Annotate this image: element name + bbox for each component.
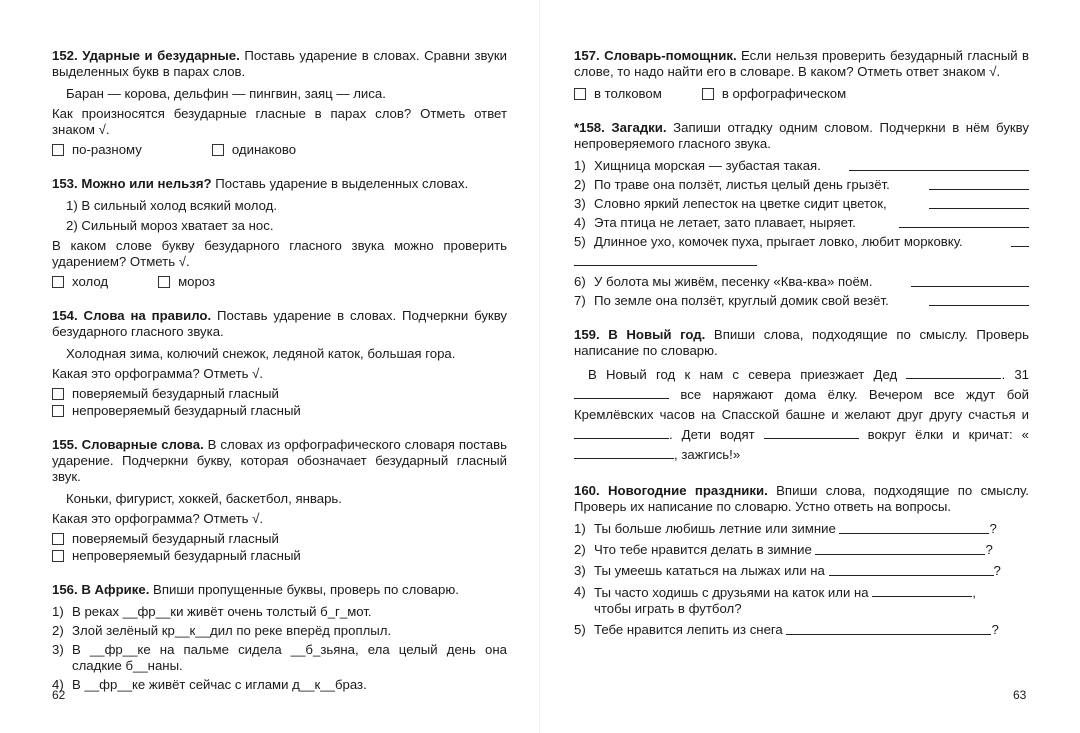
answer-option[interactable]: одинаково — [212, 142, 296, 158]
exercise-number: 157. — [574, 48, 600, 63]
answer-option[interactable]: непроверяемый безударный гласный — [52, 403, 507, 419]
exercise-number: *158. — [574, 120, 605, 135]
exercise-title: Ударные и безударные. — [82, 48, 240, 63]
list-item: 1) В реках __фр__ки живёт очень толстый б_г_мот. — [52, 604, 372, 619]
exercise-instruction: Запиши отгадку одним словом. Подчеркни в нём букву непроверяемого гласного звука. — [574, 120, 1029, 151]
answer-option[interactable]: холод — [52, 274, 108, 290]
question-item: 4) Ты часто ходишь с друзьями на каток или на , чтобы играть в футбол? — [574, 584, 976, 616]
riddle-item: 2) По траве она ползёт, листья целый день грызёт. — [574, 177, 1029, 193]
exercise-question: Какая это орфограмма? Отметь √. — [52, 511, 264, 526]
sentence: 1) В сильный холод всякий молод. — [66, 198, 278, 213]
exercise-number: 159. — [574, 327, 600, 342]
fill-in-text: В Новый год к нам с севера приезжает Дед . 31 все наряжают дома ёлку. Вечером все ждут бой Кремлёвских часов на Спасской башне и желают друг другу счастья и . Дети водят вокруг ёлки и кричат: «, зажгись!» — [574, 367, 1030, 462]
answer-line[interactable] — [1011, 234, 1029, 247]
exercise-question: Какая это орфограмма? Отметь √. — [52, 366, 264, 381]
exercise-158 — [574, 120, 1029, 309]
exercise-number: 160. — [574, 483, 600, 498]
exercise-title: Словарные слова. — [81, 437, 204, 452]
exercise-text: Коньки, фигурист, хоккей, баскетбол, январь. — [66, 491, 342, 506]
exercise-instruction: Впиши пропущенные буквы, проверь по словарю. — [153, 582, 459, 597]
answer-line[interactable] — [829, 563, 994, 576]
riddle-item: 4) Эта птица не летает, зато плавает, ныряет. — [574, 215, 1029, 231]
answer-line[interactable] — [929, 196, 1029, 209]
answer-line[interactable] — [786, 622, 991, 635]
exercise-instruction: Впиши слова, подходящие по смыслу. Проверь их написание по словарю. Устно ответь на вопросы. — [574, 483, 1029, 514]
right-column — [574, 48, 1029, 656]
question-item: 3) Ты умеешь кататься на лыжах или на ? — [574, 563, 1001, 578]
exercise-title: Можно или нельзя? — [81, 176, 212, 191]
exercise-159 — [574, 327, 1029, 465]
exercise-title: В Новый год. — [608, 327, 706, 342]
riddle-item: 1) Хищница морская — зубастая такая. — [574, 158, 1029, 174]
exercise-instruction: Поставь ударение в словах. Подчеркни букву безударного гласного звука. — [52, 308, 508, 339]
riddle-item: 7) По земле она ползёт, круглый домик свой везёт. — [574, 293, 1029, 309]
exercise-number: 154. — [52, 308, 78, 323]
exercise-question: Как произносятся безударные гласные в парах слов? Отметь ответ знаком √. — [52, 106, 507, 137]
riddle-item: 5) Длинное ухо, комочек пуха, прыгает ловко, любит морковку. — [574, 234, 1029, 250]
exercise-title: Слова на правило. — [83, 308, 212, 323]
answer-line[interactable] — [929, 177, 1029, 190]
exercise-157 — [574, 48, 1029, 102]
list-item: 3) В __фр__ке на пальме сидела __б_зьяна, ела целый день она сладкие б__наны. — [52, 642, 507, 673]
list-item: 4) В __фр__ке живёт сейчас с иглами д__к__браз. — [52, 677, 367, 692]
sentence: 2) Сильный мороз хватает за нос. — [66, 218, 274, 233]
exercise-text: Холодная зима, колючий снежок, ледяной каток, большая гора. — [66, 346, 456, 361]
exercise-instruction: Впиши слова, подходящие по смыслу. Проверь написание по словарю. — [574, 327, 1029, 358]
answer-option[interactable]: мороз — [158, 274, 215, 290]
exercise-160 — [574, 483, 1029, 638]
riddle-item: 3) Словно яркий лепесток на цветке сидит цветок, — [574, 196, 1029, 212]
exercise-instruction: Поставь ударение в выделенных словах. — [215, 176, 469, 191]
answer-line[interactable] — [849, 158, 1029, 171]
answer-line[interactable] — [764, 426, 859, 439]
exercise-instruction: В словах из орфографического словаря поставь ударение. Подчеркни букву, которая обозначает безударный гласный звук. — [52, 437, 507, 484]
exercise-title: Новогодние праздники. — [608, 483, 768, 498]
answer-line[interactable] — [574, 446, 674, 459]
checkbox[interactable] — [574, 88, 586, 100]
list-item: 2) Злой зелёный кр__к__дил по реке вперёд проплыл. — [52, 623, 392, 638]
exercise-number: 152. — [52, 48, 78, 63]
answer-line[interactable] — [815, 542, 985, 555]
answer-option[interactable]: в толковом — [574, 86, 662, 102]
answer-options — [574, 86, 1029, 102]
exercise-number: 153. — [52, 176, 78, 191]
exercise-title: Загадки. — [611, 120, 667, 135]
exercise-words: Баран — корова, дельфин — пингвин, заяц — лиса. — [66, 86, 386, 101]
answer-option[interactable]: в орфографическом — [702, 86, 846, 102]
answer-line[interactable] — [906, 366, 1001, 379]
answer-option[interactable]: поверяемый безударный гласный — [52, 531, 507, 547]
page-number: 63 — [1013, 688, 1027, 702]
answer-option[interactable]: поверяемый безударный гласный — [52, 386, 507, 402]
answer-line[interactable] — [839, 521, 989, 534]
exercise-number: 156. — [52, 582, 78, 597]
answer-line[interactable] — [929, 293, 1029, 306]
exercise-number: 155. — [52, 437, 78, 452]
question-item: 2) Что тебе нравится делать в зимние ? — [574, 542, 993, 557]
riddle-item: 6) У болота мы живём, песенку «Ква-ква» поём. — [574, 274, 1029, 290]
exercise-title: Словарь-помощник. — [604, 48, 737, 63]
exercise-instruction: Если нельзя проверить безударный гласный в слове, то надо найти его в словаре. В каком? Отметь ответ знаком √. — [574, 48, 1030, 79]
answer-line[interactable] — [872, 584, 972, 597]
page-number: 62 — [52, 688, 66, 702]
exercise-question: В каком слове букву безударного гласного звука можно проверить ударением? Отметь √. — [52, 238, 507, 269]
answer-line[interactable] — [574, 253, 757, 266]
question-item: 5) Тебе нравится лепить из снега ? — [574, 622, 999, 637]
answer-line[interactable] — [899, 215, 1029, 228]
exercise-instruction: Поставь ударение в словах. Сравни звуки выделенных букв в парах слов. — [52, 48, 507, 79]
answer-line[interactable] — [911, 274, 1029, 287]
question-item: 1) Ты больше любишь летние или зимние ? — [574, 521, 997, 536]
answer-line[interactable] — [574, 386, 669, 399]
exercise-title: В Африке. — [81, 582, 150, 597]
checkbox[interactable] — [702, 88, 714, 100]
answer-option[interactable]: непроверяемый безударный гласный — [52, 548, 507, 564]
answer-line[interactable] — [574, 426, 669, 439]
answer-option[interactable]: по-разному — [52, 142, 142, 158]
